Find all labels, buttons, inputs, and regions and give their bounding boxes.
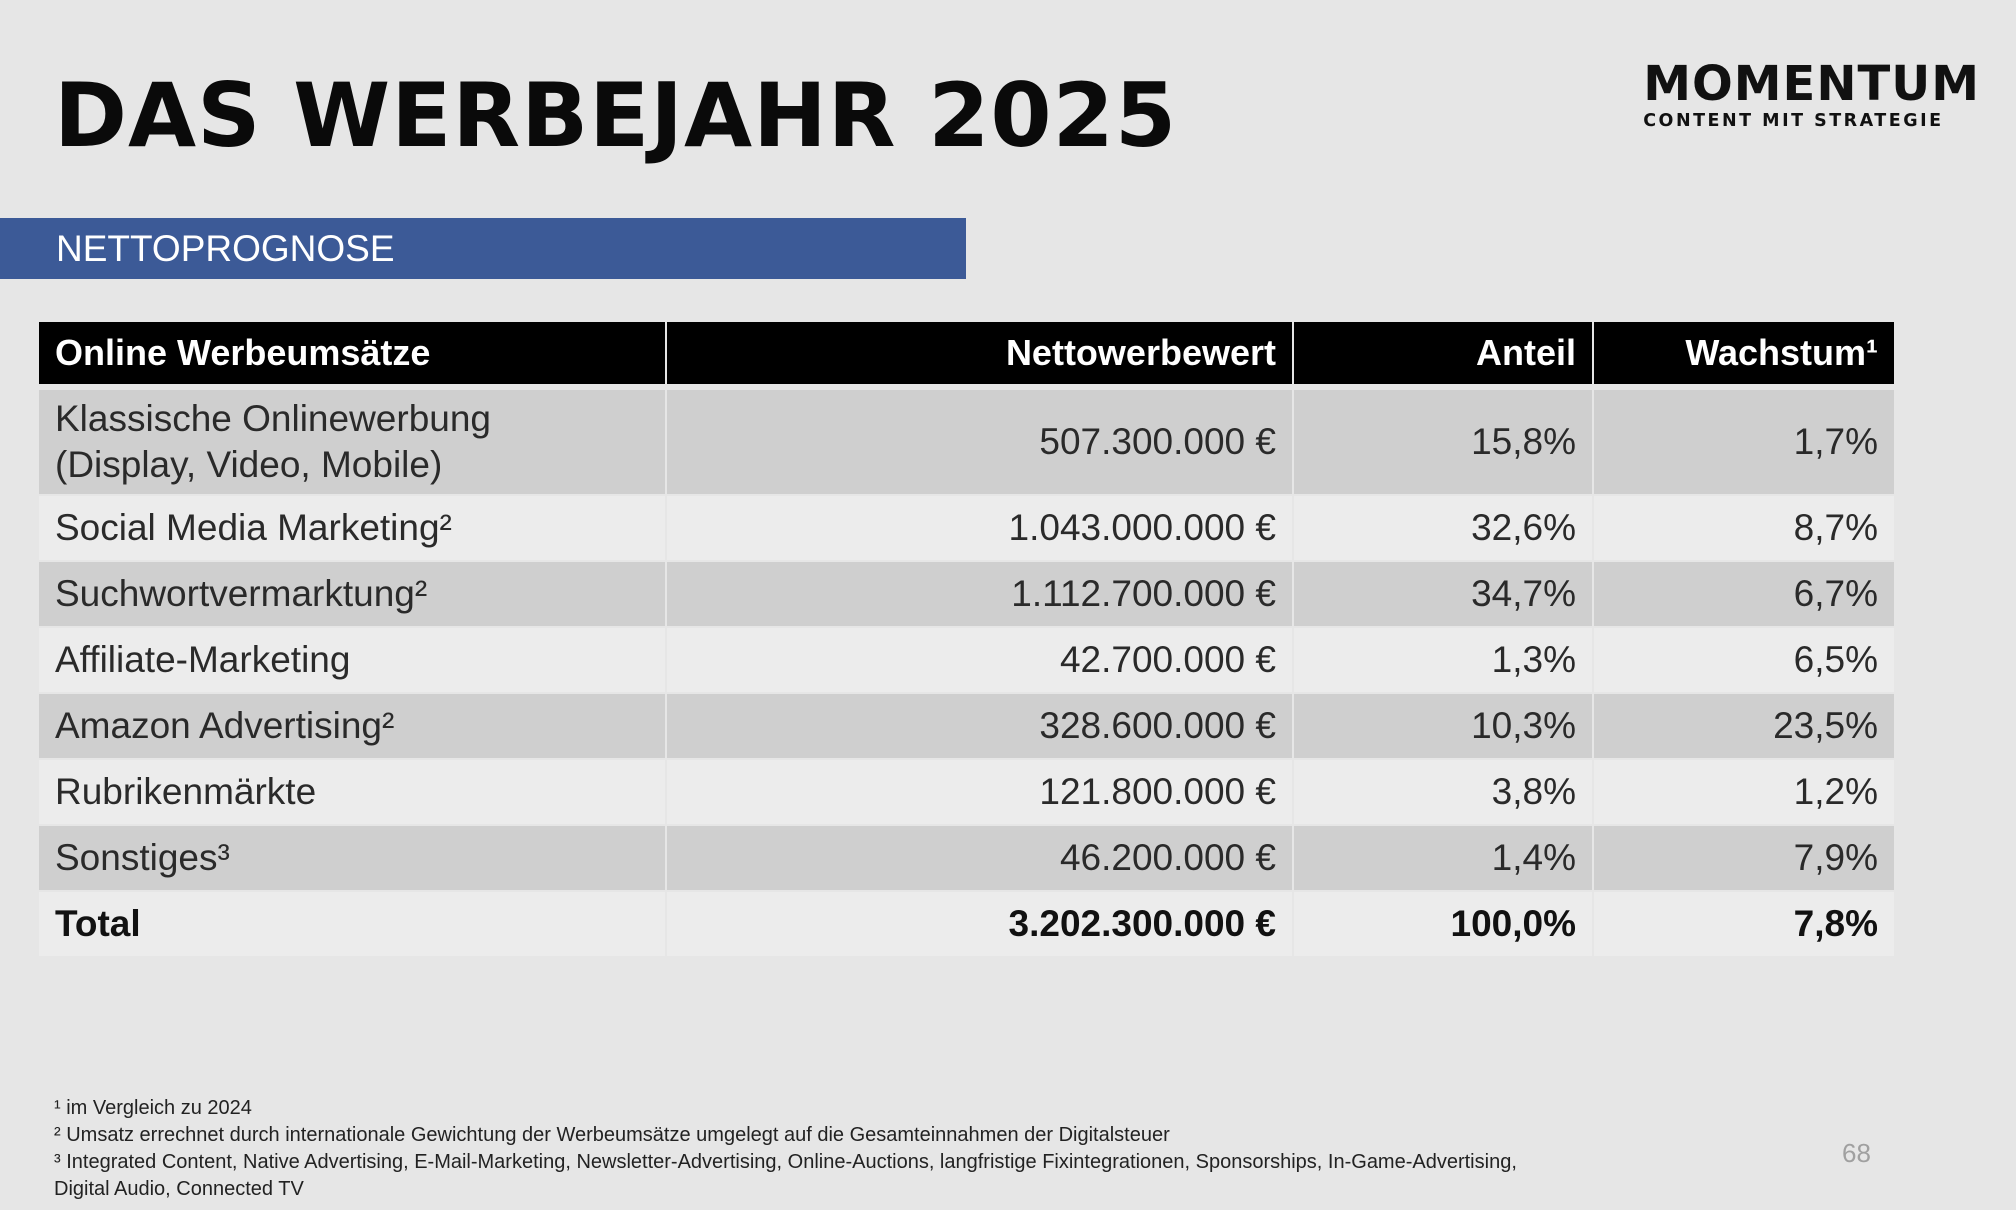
logo-wordmark: MOMENTUM — [1643, 56, 1980, 112]
table-total-row — [39, 891, 1894, 957]
row-share: 10,3% — [1293, 693, 1593, 759]
row-share: 34,7% — [1293, 561, 1593, 627]
header-net-value: Nettowerbewert — [666, 322, 1293, 387]
header-share: Anteil — [1293, 322, 1593, 387]
row-net-value: 121.800.000 € — [666, 759, 1293, 825]
page-number: 68 — [1842, 1138, 1871, 1168]
row-category: Social Media Marketing² — [39, 495, 666, 561]
row-net-value: 1.112.700.000 € — [666, 561, 1293, 627]
row-category: Affiliate-Marketing — [39, 627, 666, 693]
row-net-value: 507.300.000 € — [666, 387, 1293, 495]
row-share: 15,8% — [1293, 387, 1593, 495]
row-category: Suchwortvermarktung² — [39, 561, 666, 627]
row-growth: 1,2% — [1593, 759, 1894, 825]
row-category-line2: (Display, Video, Mobile) — [55, 444, 443, 485]
table-row — [39, 693, 1894, 759]
row-growth: 6,5% — [1593, 627, 1894, 693]
row-category: Amazon Advertising² — [39, 693, 666, 759]
row-share: 3,8% — [1293, 759, 1593, 825]
row-net-value: 328.600.000 € — [666, 693, 1293, 759]
table-row — [39, 387, 1894, 495]
section-banner — [0, 218, 966, 279]
total-share: 100,0% — [1293, 891, 1593, 957]
row-net-value: 46.200.000 € — [666, 825, 1293, 891]
total-net-value: 3.202.300.000 € — [666, 891, 1293, 957]
row-growth: 7,9% — [1593, 825, 1894, 891]
header-category: Online Werbeumsätze — [39, 322, 666, 387]
table-row — [39, 825, 1894, 891]
footnote-2: ² Umsatz errechnet durch internationale Gewichtung der Werbeumsätze umgelegt auf die Gesamteinnahmen der Digitalsteuer — [54, 1124, 1170, 1146]
footnote-1: ¹ im Vergleich zu 2024 — [54, 1097, 252, 1119]
footnote-3-continued: Digital Audio, Connected TV — [54, 1178, 304, 1200]
row-category — [39, 387, 666, 495]
total-growth: 7,8% — [1593, 891, 1894, 957]
row-category: Sonstiges³ — [39, 825, 666, 891]
row-share: 1,3% — [1293, 627, 1593, 693]
row-growth: 6,7% — [1593, 561, 1894, 627]
footnotes — [54, 1095, 1814, 1203]
total-label: Total — [39, 891, 666, 957]
table-row — [39, 627, 1894, 693]
row-growth: 1,7% — [1593, 387, 1894, 495]
table-row — [39, 561, 1894, 627]
logo-tagline: CONTENT MIT STRATEGIE — [1643, 111, 1944, 131]
row-net-value: 1.043.000.000 € — [666, 495, 1293, 561]
row-growth: 8,7% — [1593, 495, 1894, 561]
row-category: Rubrikenmärkte — [39, 759, 666, 825]
page-title: DAS WERBEJAHR 2025 — [54, 64, 1178, 167]
table-header-row — [39, 322, 1894, 387]
table-row — [39, 495, 1894, 561]
row-share: 1,4% — [1293, 825, 1593, 891]
row-category-line1: Klassische Onlinewerbung — [55, 397, 492, 439]
row-net-value: 42.700.000 € — [666, 627, 1293, 693]
ad-revenue-table — [39, 322, 1894, 958]
table-row — [39, 759, 1894, 825]
row-share: 32,6% — [1293, 495, 1593, 561]
section-banner-label: NETTOPROGNOSE — [56, 228, 395, 269]
row-growth: 23,5% — [1593, 693, 1894, 759]
header-growth: Wachstum¹ — [1593, 322, 1894, 387]
footnote-3: ³ Integrated Content, Native Advertising, E-Mail-Marketing, Newsletter-Advertising, Online-Auctions, langfristige Fixintegrationen, Sponsorships, In-Game-Advertising, — [54, 1151, 1517, 1173]
momentum-logo — [1643, 56, 1980, 131]
